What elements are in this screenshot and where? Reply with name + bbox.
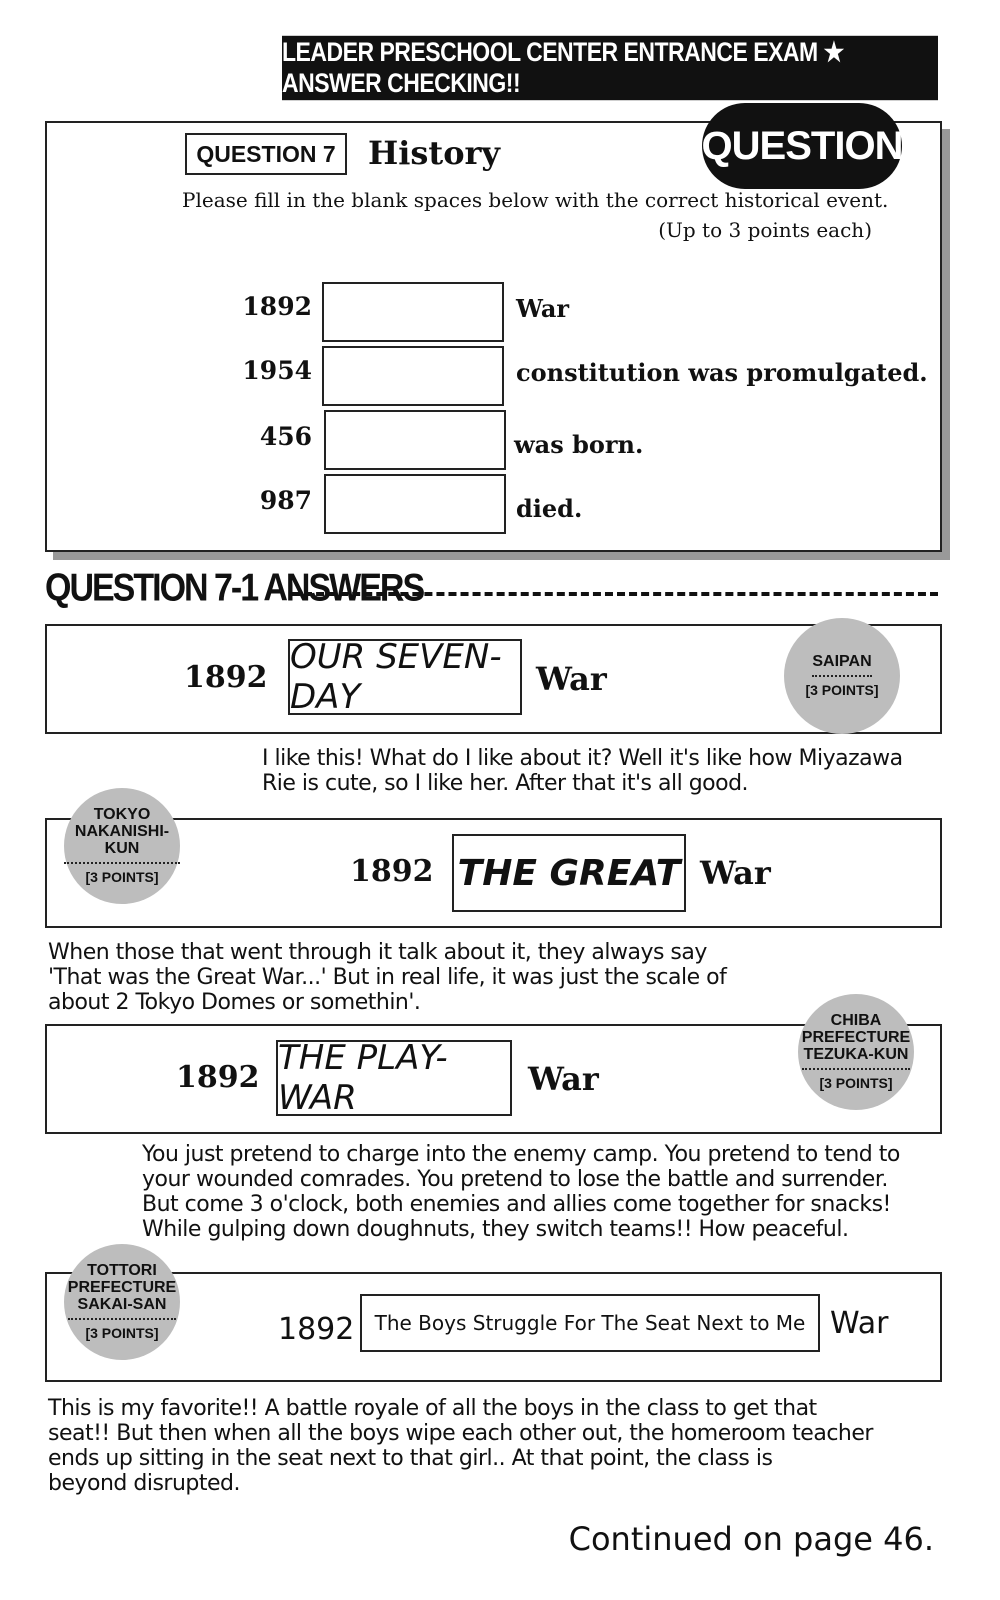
blank-field <box>324 474 506 534</box>
comment-line: While gulping down doughnuts, they switch teams!! How peaceful. <box>142 1217 849 1242</box>
answer-comment <box>48 1396 873 1496</box>
answer-year: 1892 <box>278 1312 355 1347</box>
blank-field <box>324 410 506 470</box>
score-stamp <box>798 994 914 1110</box>
stamp-name <box>802 1013 910 1069</box>
question-instruction: Please fill in the blank spaces below with the correct historical event. <box>182 188 889 212</box>
stamp-name-line: NAKANISHI-KUN <box>74 823 170 858</box>
answer-year: 1892 <box>350 854 434 889</box>
stamp-name <box>68 1263 176 1319</box>
comment-line: Rie is cute, so I like her. After that it's all good. <box>262 771 749 796</box>
answer-box: The Boys Struggle For The Seat Next to Me <box>360 1294 820 1352</box>
row-suffix: was born. <box>514 430 644 459</box>
answer-war-label: War <box>536 660 607 698</box>
answer-year: 1892 <box>184 660 268 695</box>
score-stamp <box>64 788 180 904</box>
question-badge: QUESTION <box>702 103 902 189</box>
answer-war-label: War <box>528 1060 599 1098</box>
stamp-name-line: TOTTORI <box>87 1262 157 1280</box>
answer-box: THE PLAY-WAR <box>276 1040 512 1116</box>
answers-section-title: QUESTION 7-1 ANSWERS <box>45 566 424 610</box>
comment-line: about 2 Tokyo Domes or somethin'. <box>48 990 421 1015</box>
answer-war-label: War <box>700 854 771 892</box>
answer-comment <box>48 940 726 1015</box>
stamp-points: [3 POINTS] <box>819 1074 893 1091</box>
row-suffix: War <box>516 294 570 323</box>
comment-line: But come 3 o'clock, both enemies and allies come together for snacks! <box>142 1192 891 1217</box>
answer-box: THE GREAT <box>452 834 686 912</box>
row-year: 987 <box>259 486 312 515</box>
stamp-name-line: SAKAI-SAN <box>77 1296 167 1314</box>
stamp-name-line: PREFECTURE <box>801 1029 911 1047</box>
answer-comment <box>262 746 903 796</box>
comment-line: seat!! But then when all the boys wipe each other out, the homeroom teacher <box>48 1421 873 1446</box>
points-note: (Up to 3 points each) <box>658 218 872 242</box>
blank-field <box>322 282 504 342</box>
row-suffix: died. <box>516 494 583 523</box>
stamp-name: SAIPAN <box>812 654 871 677</box>
row-year: 456 <box>259 422 312 451</box>
score-stamp <box>64 1244 180 1360</box>
answer-year: 1892 <box>176 1060 260 1095</box>
row-year: 1954 <box>242 356 312 385</box>
comment-line: ends up sitting in the seat next to that girl.. At that point, the class is <box>48 1446 773 1471</box>
stamp-points: [3 POINTS] <box>805 682 879 699</box>
answer-box: OUR SEVEN-DAY <box>288 639 522 715</box>
stamp-name <box>64 807 180 863</box>
question-topic: History <box>368 134 500 172</box>
comment-line: 'That was the Great War...' But in real life, it was just the scale of <box>48 965 727 990</box>
answer-war-label: War <box>830 1306 889 1341</box>
stamp-points: [3 POINTS] <box>85 868 159 885</box>
comment-line: beyond disrupted. <box>48 1471 240 1496</box>
section-divider <box>292 592 938 596</box>
comment-line: You just pretend to charge into the enemy camp. You pretend to tend to <box>142 1142 900 1167</box>
comment-line: your wounded comrades. You pretend to lose the battle and surrender. <box>142 1167 888 1192</box>
blank-field <box>322 346 504 406</box>
stamp-name-line: TEZUKA-KUN <box>803 1046 909 1064</box>
stamp-name-line: TOKYO <box>93 806 151 824</box>
comment-line: This is my favorite!! A battle royale of all the boys in the class to get that <box>48 1396 817 1421</box>
score-stamp <box>784 618 900 734</box>
continued-note: Continued on page 46. <box>568 1520 934 1558</box>
comment-line: I like this! What do I like about it? Well it's like how Miyazawa <box>262 746 903 771</box>
comment-line: When those that went through it talk about it, they always say <box>48 940 707 965</box>
row-year: 1892 <box>242 292 312 321</box>
stamp-name-line: PREFECTURE <box>67 1279 177 1297</box>
stamp-name-line: CHIBA <box>830 1012 882 1030</box>
stamp-points: [3 POINTS] <box>85 1324 159 1341</box>
row-suffix: constitution was promulgated. <box>516 358 928 387</box>
question-number-label: QUESTION 7 <box>185 133 347 175</box>
exam-header-title: LEADER PRESCHOOL CENTER ENTRANCE EXAM ★ ANSWER CHECKING!! <box>282 36 938 100</box>
answer-comment <box>142 1142 900 1242</box>
